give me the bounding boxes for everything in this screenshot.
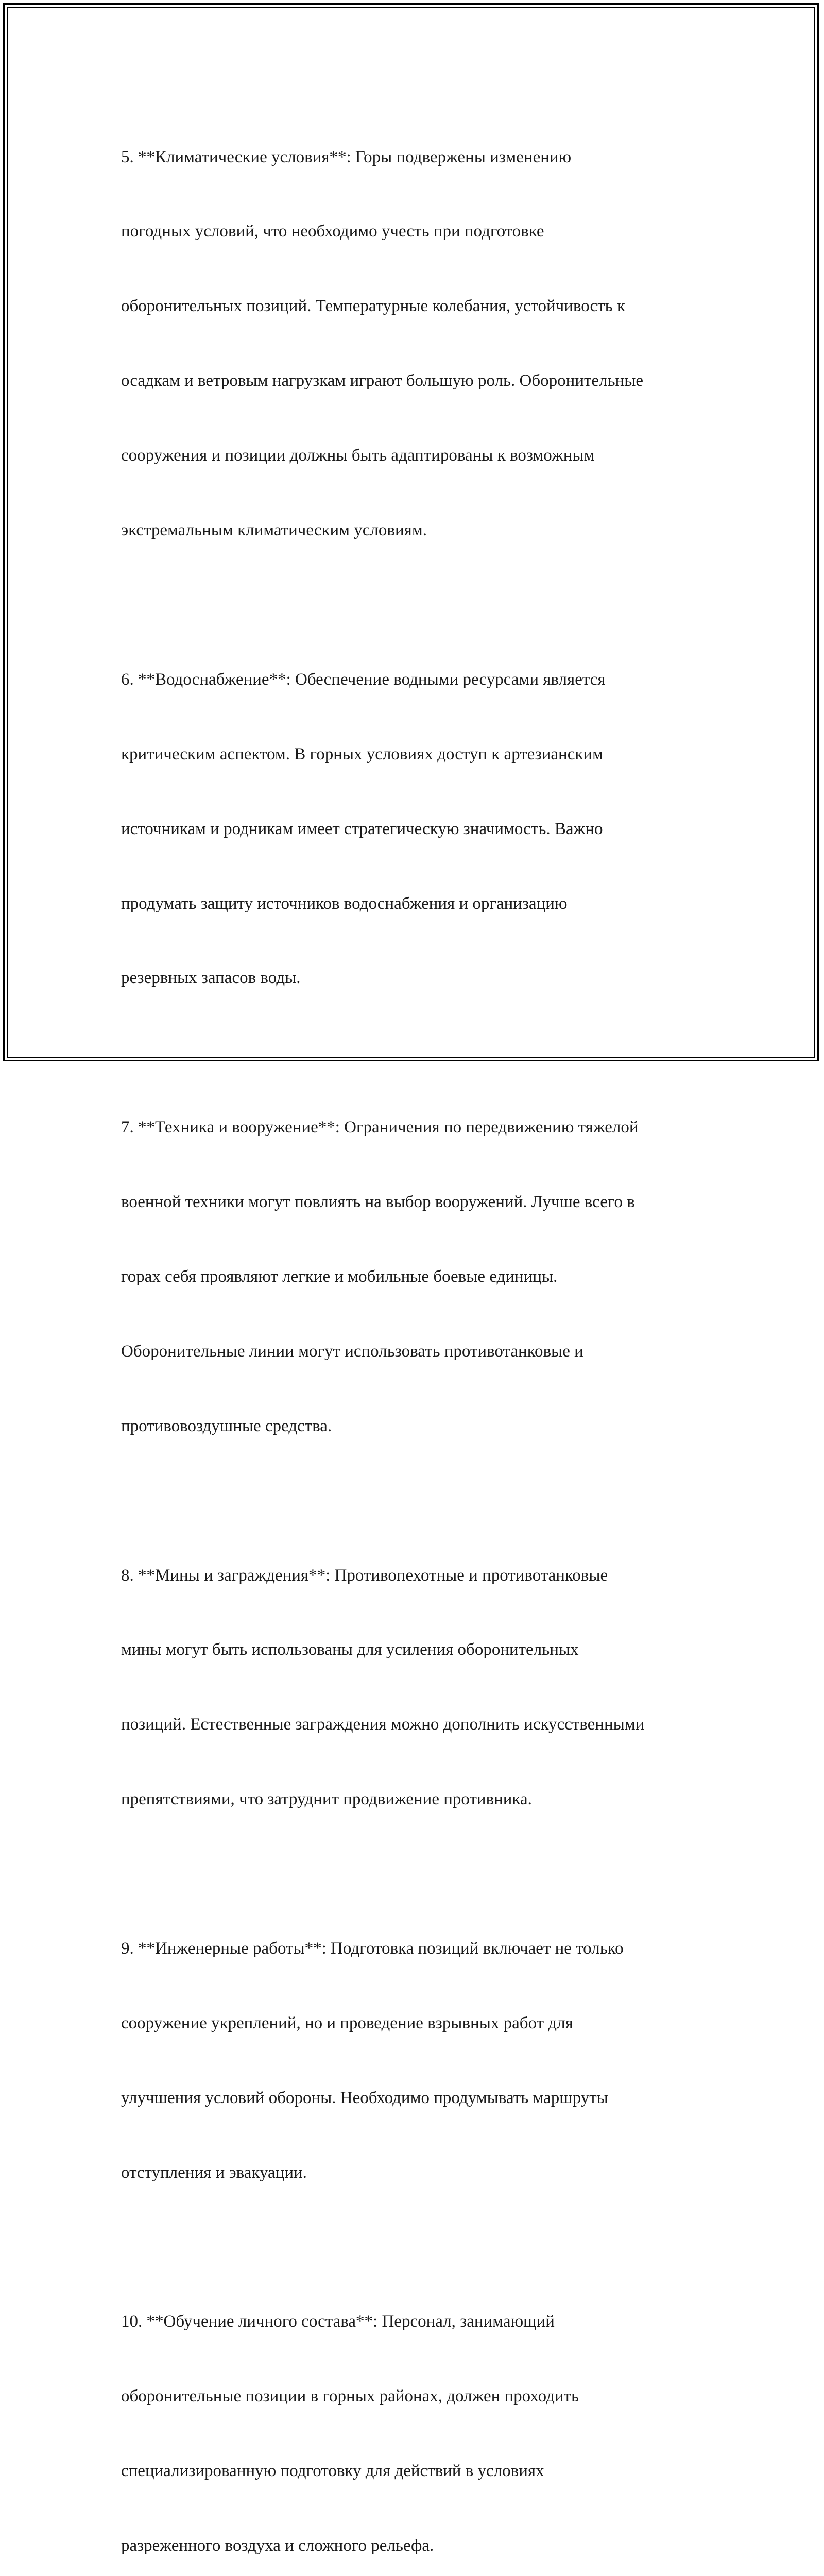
paragraph-training <box>121 2260 729 2576</box>
text-line: 10. **Обучение личного состава**: Персонал, занимающий <box>121 2312 555 2331</box>
text-line: сооружение укреплений, но и проведение взрывных работ для <box>121 2013 573 2032</box>
text-line: отступления и эвакуации. <box>121 2163 307 2182</box>
text-line: военной техники могут повлиять на выбор вооружений. Лучше всего в <box>121 1193 635 1212</box>
text-line: оборонительные позиции в горных районах, должен проходить <box>121 2387 579 2406</box>
text-line: 9. **Инженерные работы**: Подготовка позиций включает не только <box>121 1939 624 1958</box>
paragraph-equipment <box>121 1065 729 1488</box>
paragraph-mines <box>121 1513 729 1861</box>
text-line: продумать защиту источников водоснабжения и организацию <box>121 894 568 913</box>
text-line: 5. **Климатические условия**: Горы подвержены изменению <box>121 147 572 166</box>
text-line: осадкам и ветровым нагрузкам играют большую роль. Оборонительные <box>121 371 644 391</box>
text-line: 8. **Мины и заграждения**: Противопехотные и противотанковые <box>121 1566 608 1585</box>
text-line: экстремальным климатическим условиям. <box>121 521 427 540</box>
document-body <box>121 95 729 2576</box>
text-line: погодных условий, что необходимо учесть при подготовке <box>121 222 544 241</box>
paragraph-water-supply <box>121 617 729 1040</box>
text-line: противовоздушные средства. <box>121 1416 332 1435</box>
text-line: источникам и родникам имеет стратегическую значимость. Важно <box>121 819 603 838</box>
text-line: Оборонительные линии могут использовать противотанковые и <box>121 1342 583 1361</box>
text-line: сооружения и позиции должны быть адаптированы к возможным <box>121 446 595 465</box>
text-line: улучшения условий обороны. Необходимо продумывать маршруты <box>121 2088 608 2107</box>
text-line: резервных запасов воды. <box>121 969 301 988</box>
text-line: специализированную подготовку для действий в условиях <box>121 2462 544 2481</box>
paragraph-engineering <box>121 1886 729 2234</box>
text-line: критическим аспектом. В горных условиях доступ к артезианским <box>121 744 603 764</box>
text-line: позиций. Естественные заграждения можно дополнить искусственными <box>121 1715 645 1734</box>
text-line: мины могут быть использованы для усиления оборонительных <box>121 1640 579 1659</box>
text-line: 7. **Техника и вооружение**: Ограничения по передвижению тяжелой <box>121 1118 639 1137</box>
text-line: разреженного воздуха и сложного рельефа. <box>121 2536 434 2555</box>
text-line: оборонительных позиций. Температурные колебания, устойчивость к <box>121 297 625 316</box>
text-line: 6. **Водоснабжение**: Обеспечение водными ресурсами является <box>121 670 606 689</box>
text-line: препятствиями, что затруднит продвижение противника. <box>121 1790 532 1809</box>
text-line: горах себя проявляют легкие и мобильные боевые единицы. <box>121 1267 558 1286</box>
paragraph-climate <box>121 95 729 592</box>
